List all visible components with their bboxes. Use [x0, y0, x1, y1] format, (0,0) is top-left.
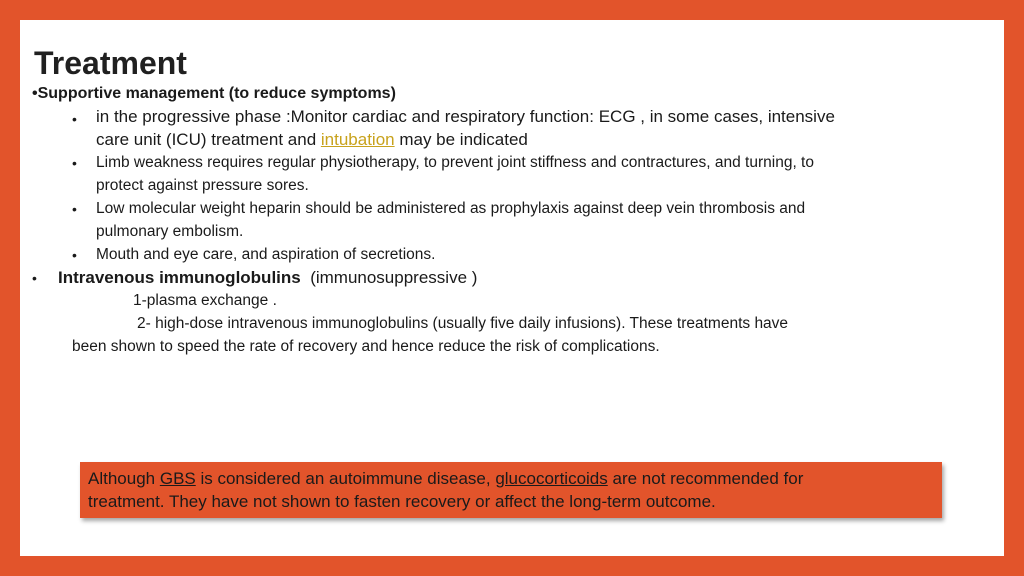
- callout-text: are not recommended for: [607, 469, 804, 488]
- gbs-link[interactable]: GBS: [159, 469, 196, 488]
- glucocorticoids-link[interactable]: glucocorticoids: [495, 469, 608, 488]
- bullet-marker: •: [72, 201, 77, 217]
- callout-text: is considered an autoimmune disease,: [195, 469, 496, 488]
- item-1-line-1: in the progressive phase :Monitor cardiac and respiratory function: ECG , in some cases, intensive: [96, 107, 835, 126]
- slide: [20, 20, 1004, 556]
- supportive-heading: [32, 83, 396, 105]
- bullet-marker: •: [72, 155, 77, 171]
- bullet-marker: •: [32, 85, 38, 102]
- item-1-text-end: may be indicated: [394, 130, 528, 149]
- callout-box: [80, 462, 942, 518]
- item-4-line-1: Mouth and eye care, and aspiration of secretions.: [96, 246, 436, 263]
- item-3-line-2: pulmonary embolism.: [96, 223, 244, 240]
- callout-line-1: [88, 467, 803, 490]
- ivig-item-2-cont: been shown to speed the rate of recovery and hence reduce the risk of complications.: [72, 338, 660, 355]
- ivig-note: (immunosuppressive ): [310, 268, 478, 287]
- callout-line-2: treatment. They have not shown to fasten recovery or affect the long-term outcome.: [88, 492, 716, 511]
- ivig-item-2: 2- high-dose intravenous immunoglobulins (usually five daily infusions). These treatments have: [137, 315, 789, 332]
- ivig-heading: [58, 267, 477, 289]
- callout-text: Although: [88, 469, 160, 488]
- intubation-link[interactable]: intubation: [320, 130, 395, 149]
- slide-title: Treatment: [34, 45, 187, 81]
- ivig-item-1: 1-plasma exchange .: [133, 292, 277, 309]
- item-1-line-2: [96, 129, 528, 151]
- bullet-marker: •: [72, 111, 77, 127]
- item-2-line-1: Limb weakness requires regular physiotherapy, to prevent joint stiffness and contractures, and turning, to: [96, 154, 814, 171]
- bullet-marker: •: [32, 270, 37, 286]
- item-1-text: care unit (ICU) treatment and: [96, 130, 321, 149]
- ivig-heading-text: Intravenous immunoglobulins: [58, 268, 301, 287]
- supportive-heading-text: Supportive management (to reduce symptoms): [37, 85, 396, 102]
- item-3-line-1: Low molecular weight heparin should be administered as prophylaxis against deep vein thrombosis and: [96, 200, 806, 217]
- bullet-marker: •: [72, 247, 77, 263]
- item-2-line-2: protect against pressure sores.: [96, 177, 309, 194]
